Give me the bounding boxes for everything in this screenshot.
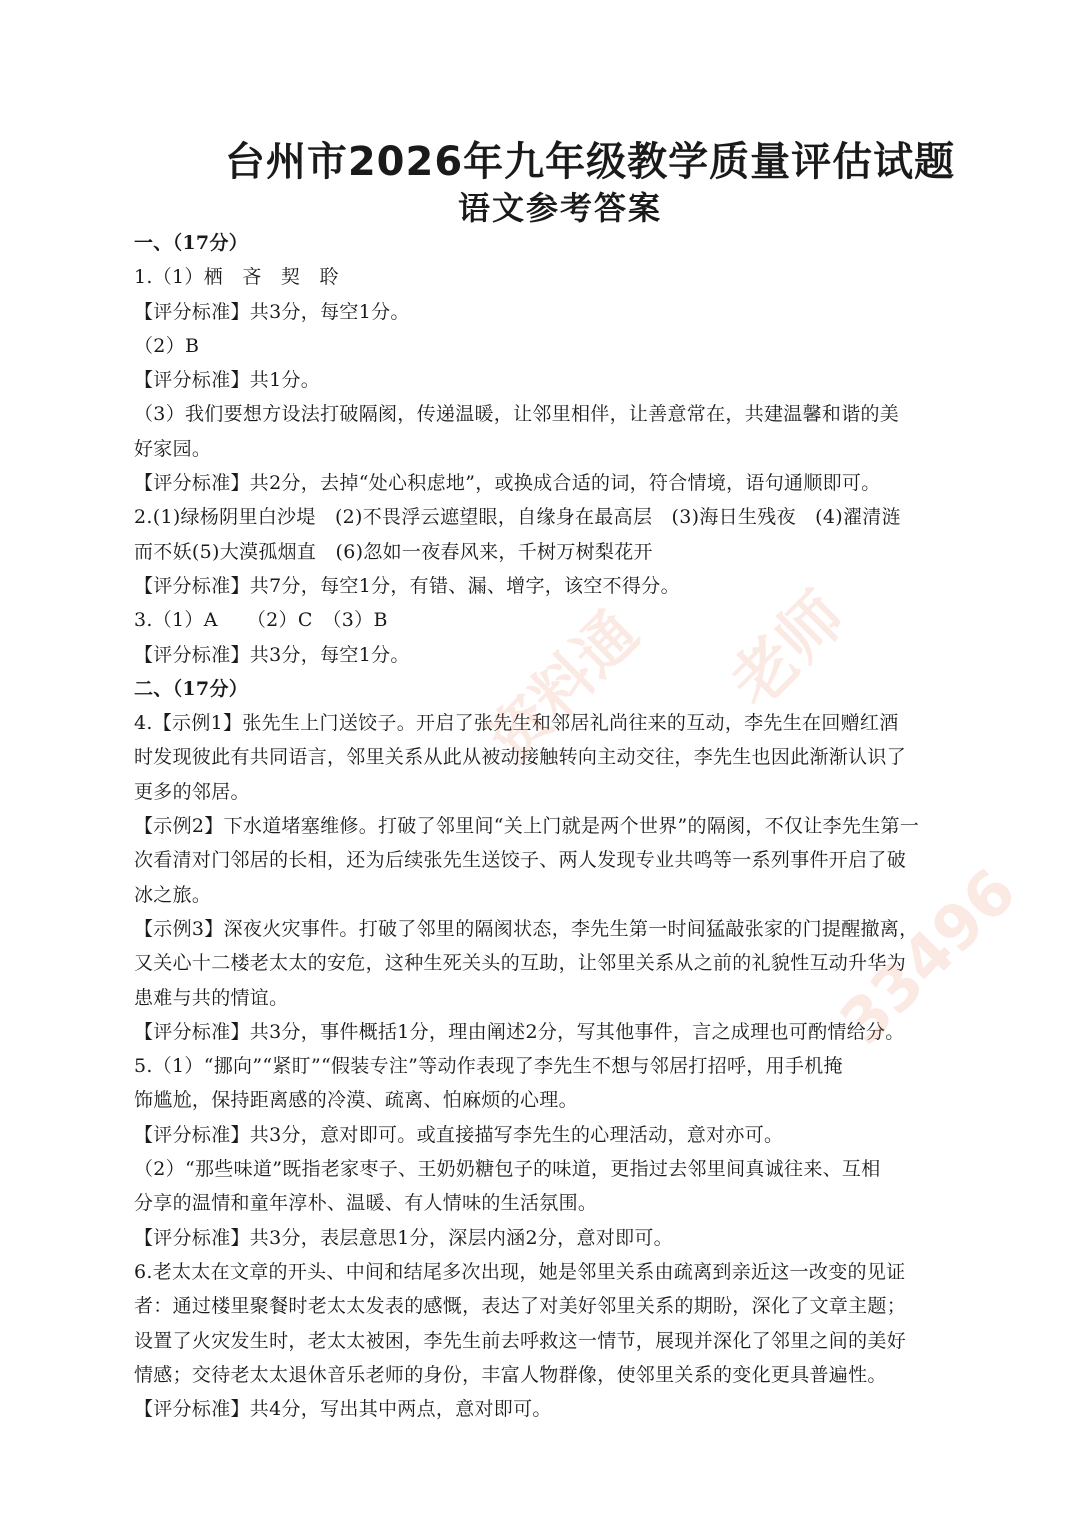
answer-line: 2.(1)绿杨阴里白沙堤 (2)不畏浮云遮望眼，自缘身在最高层 (3)海日生残夜 (4)濯清涟 xyxy=(134,506,901,529)
answer-line: 冰之旅。 xyxy=(134,883,212,906)
answer-line: 设置了火灾发生时，老太太被困，李先生前去呼救这一情节，展现并深化了邻里之间的美好 xyxy=(134,1329,907,1352)
answer-line: 【评分标准】共7分，每空1分，有错、漏、增字，该空不得分。 xyxy=(134,574,680,597)
answer-line: 【评分标准】共3分，每空1分。 xyxy=(134,643,410,666)
answer-line: （3）我们要想方设法打破隔阂，传递温暖，让邻里相伴，让善意常在，共建温馨和谐的美 xyxy=(134,403,900,426)
answer-line: 【评分标准】共3分，意对即可。或直接描写李先生的心理活动，意对亦可。 xyxy=(134,1123,784,1146)
answer-line: 【评分标准】共3分，每空1分。 xyxy=(134,300,410,323)
answer-line: 【评分标准】共1分。 xyxy=(134,369,321,392)
answer-line: 又关心十二楼老太太的安危，这种生死关头的互助，让邻里关系从之前的礼貌性互动升华为 xyxy=(134,952,907,975)
answer-line: 更多的邻居。 xyxy=(134,780,250,803)
answer-line: 【评分标准】共3分，事件概括1分，理由阐述2分，写其他事件，言之成理也可酌情给分。 xyxy=(134,1020,905,1043)
answer-line: 饰尴尬，保持距离感的冷漠、疏离、怕麻烦的心理。 xyxy=(134,1089,578,1112)
page-subtitle: 语文参考答案 xyxy=(457,189,662,227)
answer-line: 5.（1）“挪向”“紧盯”“假装专注”等动作表现了李先生不想与邻居打招呼，用手机掩 xyxy=(134,1055,843,1078)
answer-line: 【评分标准】共2分，去掉“处心积虑地”，或换成合适的词，符合情境，语句通顺即可。 xyxy=(134,472,881,495)
answer-line: 3.（1）A （2）C （3）B xyxy=(134,609,388,632)
answer-line: （2）“那些味道”既指老家枣子、王奶奶糖包子的味道，更指过去邻里间真诚往来、互相 xyxy=(134,1158,881,1181)
answer-line: 而不妖(5)大漠孤烟直 (6)忽如一夜春风来，千树万树梨花开 xyxy=(134,540,653,563)
answer-line: 【示例2】下水道堵塞维修。打破了邻里间“关上门就是两个世界”的隔阂，不仅让李先生第一 xyxy=(134,815,920,838)
answer-line: 分享的温情和童年淳朴、温暖、有人情味的生活氛围。 xyxy=(134,1192,598,1215)
watermark-text: 老师 xyxy=(716,578,860,722)
answer-line: 时发现彼此有共同语言，邻里关系从此从被动接触转向主动交往，李先生也因此渐渐认识了 xyxy=(134,746,907,769)
answer-line: 1.（1）栖 吝 契 聆 xyxy=(134,266,339,289)
answer-line: 【示例3】深夜火灾事件。打破了邻里的隔阂状态，李先生第一时间猛敲张家的门提醒撤离， xyxy=(134,917,919,940)
answer-body xyxy=(134,226,1006,1426)
answer-line: 【评分标准】共3分，表层意思1分，深层内涵2分，意对即可。 xyxy=(134,1226,673,1249)
watermark-number: 33496 xyxy=(825,854,1030,1059)
section-heading: 一、（17分） xyxy=(134,232,249,254)
answer-line: （2）B xyxy=(134,334,200,357)
page-title: 台州市2026年九年级教学质量评估试题 xyxy=(224,139,956,185)
section-heading: 二、（17分） xyxy=(134,677,249,700)
answer-line: 好家园。 xyxy=(134,437,212,460)
answer-line: 4.【示例1】张先生上门送饺子。开启了张先生和邻居礼尚往来的互动，李先生在回赠红酒 xyxy=(134,712,899,735)
answer-line: 【评分标准】共4分，写出其中两点，意对即可。 xyxy=(134,1398,552,1421)
answer-line: 患难与共的情谊。 xyxy=(134,986,289,1009)
answer-line: 次看清对门邻居的长相，还为后续张先生送饺子、两人发现专业共鸣等一系列事件开启了破 xyxy=(134,849,907,872)
answer-line: 情感；交待老太太退休音乐老师的身份，丰富人物群像，使邻里关系的变化更具普遍性。 xyxy=(134,1363,887,1386)
watermark-text: 资料通 xyxy=(475,598,652,775)
answer-line: 者：通过楼里聚餐时老太太发表的感慨，表达了对美好邻里关系的期盼，深化了文章主题； xyxy=(134,1295,907,1318)
answer-line: 6.老太太在文章的开头、中间和结尾多次出现，她是邻里关系由疏离到亲近这一改变的见证 xyxy=(134,1260,906,1283)
